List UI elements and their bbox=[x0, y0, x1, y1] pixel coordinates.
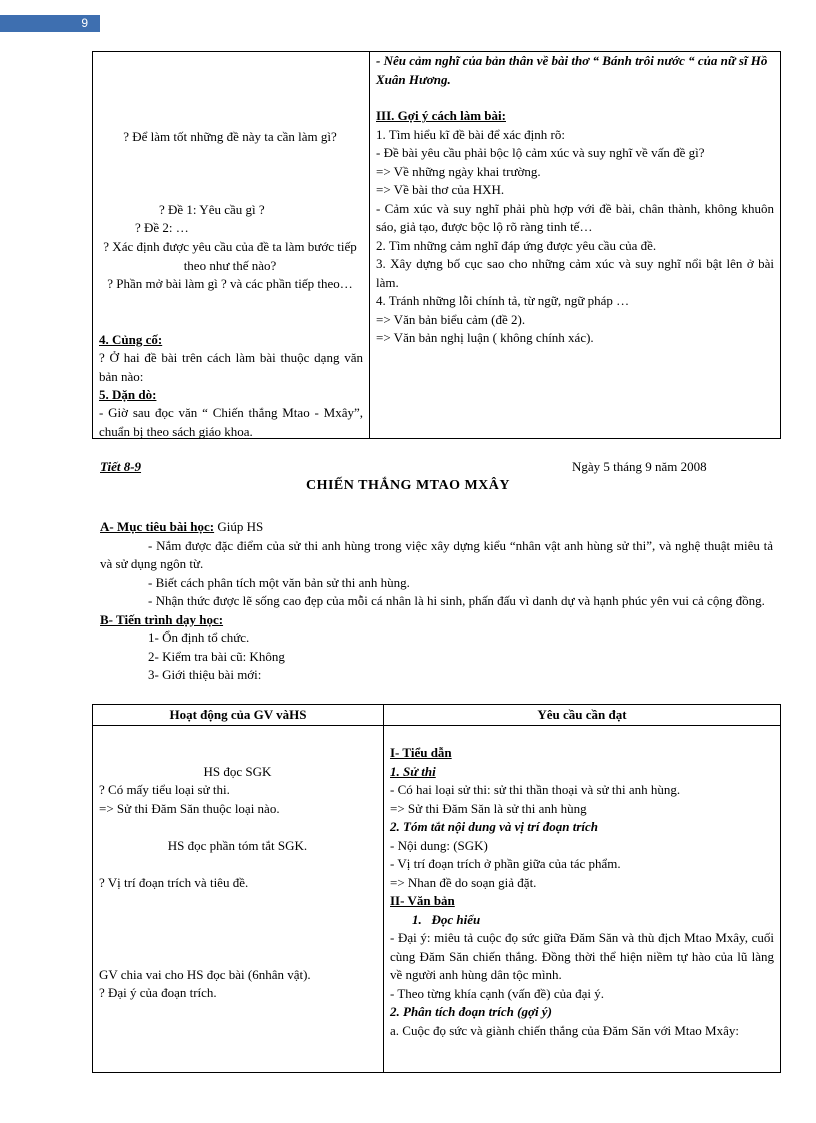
column-header: Hoạt động của GV vàHS bbox=[93, 705, 384, 726]
objective-item: - Nhận thức được lẽ sống cao đẹp của mỗi cá nhân là hi sinh, phấn đấu vì danh dự và hạnh phúc yên vui cả cộng đồng. bbox=[148, 593, 765, 608]
section-heading: 4. Củng cố: bbox=[99, 332, 163, 347]
section-heading: A- Mục tiêu bài học: bbox=[100, 519, 215, 534]
activity-text: => Sử thi Đăm Săn thuộc loại nào. bbox=[99, 801, 280, 816]
lesson-title: CHIẾN THẮNG MTAO MXÂY bbox=[305, 478, 511, 493]
guide-line: 3. Xây dựng bố cục sao cho những cảm xúc và suy nghĩ nổi bật lên ở bài làm. bbox=[376, 256, 774, 290]
requirement-line: - Vị trí đoạn trích ở phần giữa của tác phẩm. bbox=[390, 856, 621, 871]
question-text: ? Xác định được yêu cầu của đề ta làm bước tiếp theo như thế nào? bbox=[103, 239, 357, 273]
lesson-date: Ngày 5 tháng 9 năm 2008 bbox=[572, 459, 707, 474]
question-text: ? Đề 2: … bbox=[135, 220, 189, 235]
activity-text: HS đọc phần tóm tắt SGK. bbox=[167, 838, 308, 853]
intro-text: - Nêu cảm nghĩ của bản thân về bài thơ “ Bánh trôi nước “ của nữ sĩ Hồ Xuân Hương. bbox=[376, 53, 768, 87]
page-number-badge: 9 bbox=[0, 15, 100, 32]
guide-line: => Về bài thơ của HXH. bbox=[376, 182, 505, 197]
homework-text: - Giờ sau đọc văn “ Chiến thắng Mtao - Mxây”, chuẩn bị theo sách giáo khoa. bbox=[99, 405, 363, 439]
objectives-section bbox=[100, 518, 773, 685]
activity-text: GV chia vai cho HS đọc bài (6nhân vật). bbox=[99, 967, 311, 982]
guide-line: 1. Tìm hiểu kĩ đề bài để xác định rõ: bbox=[376, 126, 565, 142]
guide-line: => Văn bản biểu cảm (đề 2). bbox=[376, 311, 526, 327]
requirement-line: => Sử thi Đăm Săn là sử thi anh hùng bbox=[390, 800, 587, 816]
requirement-line: a. Cuộc đọ sức và giành chiến thắng của Đăm Săn với Mtao Mxây: bbox=[390, 1022, 739, 1038]
question-text: ? Ở hai đề bài trên cách làm bài thuộc dạng văn bản nào: bbox=[99, 350, 363, 384]
section-heading: 5. Dặn dò: bbox=[99, 387, 157, 402]
subsection-heading: 2. Tóm tắt nội dung và vị trí đoạn trích bbox=[390, 819, 599, 834]
guide-line: 4. Tránh những lỗi chính tả, từ ngữ, ngữ pháp … bbox=[376, 293, 630, 308]
requirement-column bbox=[384, 726, 781, 1073]
guide-line: 2. Tìm những cảm nghĩ đáp ứng được yêu cầu của đề. bbox=[376, 237, 657, 253]
section-heading: B- Tiến trình dạy học: bbox=[100, 611, 224, 627]
requirement-line: => Nhan đề do soạn giả đặt. bbox=[390, 874, 537, 890]
question-text: ? Phần mở bài làm gì ? và các phần tiếp theo… bbox=[107, 276, 353, 291]
objectives-lead: Giúp HS bbox=[214, 519, 264, 534]
column-header: Yêu cầu cần đạt bbox=[384, 705, 781, 726]
objective-item: - Nắm được đặc điểm của sử thi anh hùng trong việc xây dựng kiểu “nhân vật anh hùng sử thi”, và nghệ thuật miêu tả và sử dụng ngôn từ. bbox=[100, 537, 773, 571]
question-text: ? Để làm tốt những đề này ta cần làm gì? bbox=[123, 129, 337, 144]
section-heading: II- Văn bản bbox=[390, 893, 455, 908]
guide-line: => Về những ngày khai trường. bbox=[376, 163, 541, 179]
requirement-line: - Theo từng khía cạnh (vấn đề) của đại ý. bbox=[390, 985, 605, 1001]
lesson-activity-table bbox=[92, 704, 781, 1073]
continued-lesson-table bbox=[92, 51, 781, 439]
guide-line: => Văn bản nghị luận ( không chính xác). bbox=[376, 330, 594, 345]
process-item: 3- Giới thiệu bài mới: bbox=[148, 667, 262, 682]
requirement-line: - Có hai loại sử thi: sử thi thần thoại và sử thi anh hùng. bbox=[390, 782, 681, 797]
activity-text: ? Đại ý của đoạn trích. bbox=[99, 985, 217, 1000]
requirement-line: - Đại ý: miêu tả cuộc đọ sức giữa Đăm Săn và thù địch Mtao Mxây, cuối cùng Đăm Săn chiến thắng. Đồng thời thể hiện niềm tự hào của lũ làng về người anh hùng dân tộc mình. bbox=[390, 930, 774, 982]
guide-line: - Đề bài yêu cầu phải bộc lộ cảm xúc và suy nghĩ về vấn đề gì? bbox=[376, 145, 705, 160]
activity-text: ? Vị trí đoạn trích và tiêu đề. bbox=[99, 875, 249, 890]
lesson-period: Tiết 8-9 bbox=[100, 459, 142, 474]
activity-text: ? Có mấy tiểu loại sử thi. bbox=[99, 782, 230, 797]
section-heading: III. Gợi ý cách làm bài: bbox=[376, 108, 506, 123]
guide-line: - Cảm xúc và suy nghĩ phải phù hợp với đề bài, chân thành, không khuôn sáo, giả tạo, được bộc lộ rõ ràng tinh tế… bbox=[376, 200, 774, 234]
process-item: 1- Ổn định tổ chức. bbox=[148, 630, 250, 645]
requirement-line: - Nội dung: (SGK) bbox=[390, 837, 488, 853]
section-heading: I- Tiểu dẫn bbox=[390, 745, 452, 760]
question-text: ? Đề 1: Yêu cầu gì ? bbox=[159, 202, 265, 217]
subsection-heading: 1. Đọc hiểu bbox=[412, 911, 481, 927]
objective-item: - Biết cách phân tích một văn bản sử thi anh hùng. bbox=[148, 574, 410, 590]
teacher-activity-column bbox=[93, 52, 370, 439]
activity-text: HS đọc SGK bbox=[203, 764, 272, 779]
teacher-activity-column bbox=[93, 726, 384, 1073]
process-item: 2- Kiểm tra bài cũ: Không bbox=[148, 648, 285, 664]
subsection-heading: 1. Sử thi bbox=[390, 763, 436, 779]
subsection-heading: 2. Phân tích đoạn trích (gợi ý) bbox=[390, 1004, 552, 1019]
requirement-column bbox=[370, 52, 781, 439]
